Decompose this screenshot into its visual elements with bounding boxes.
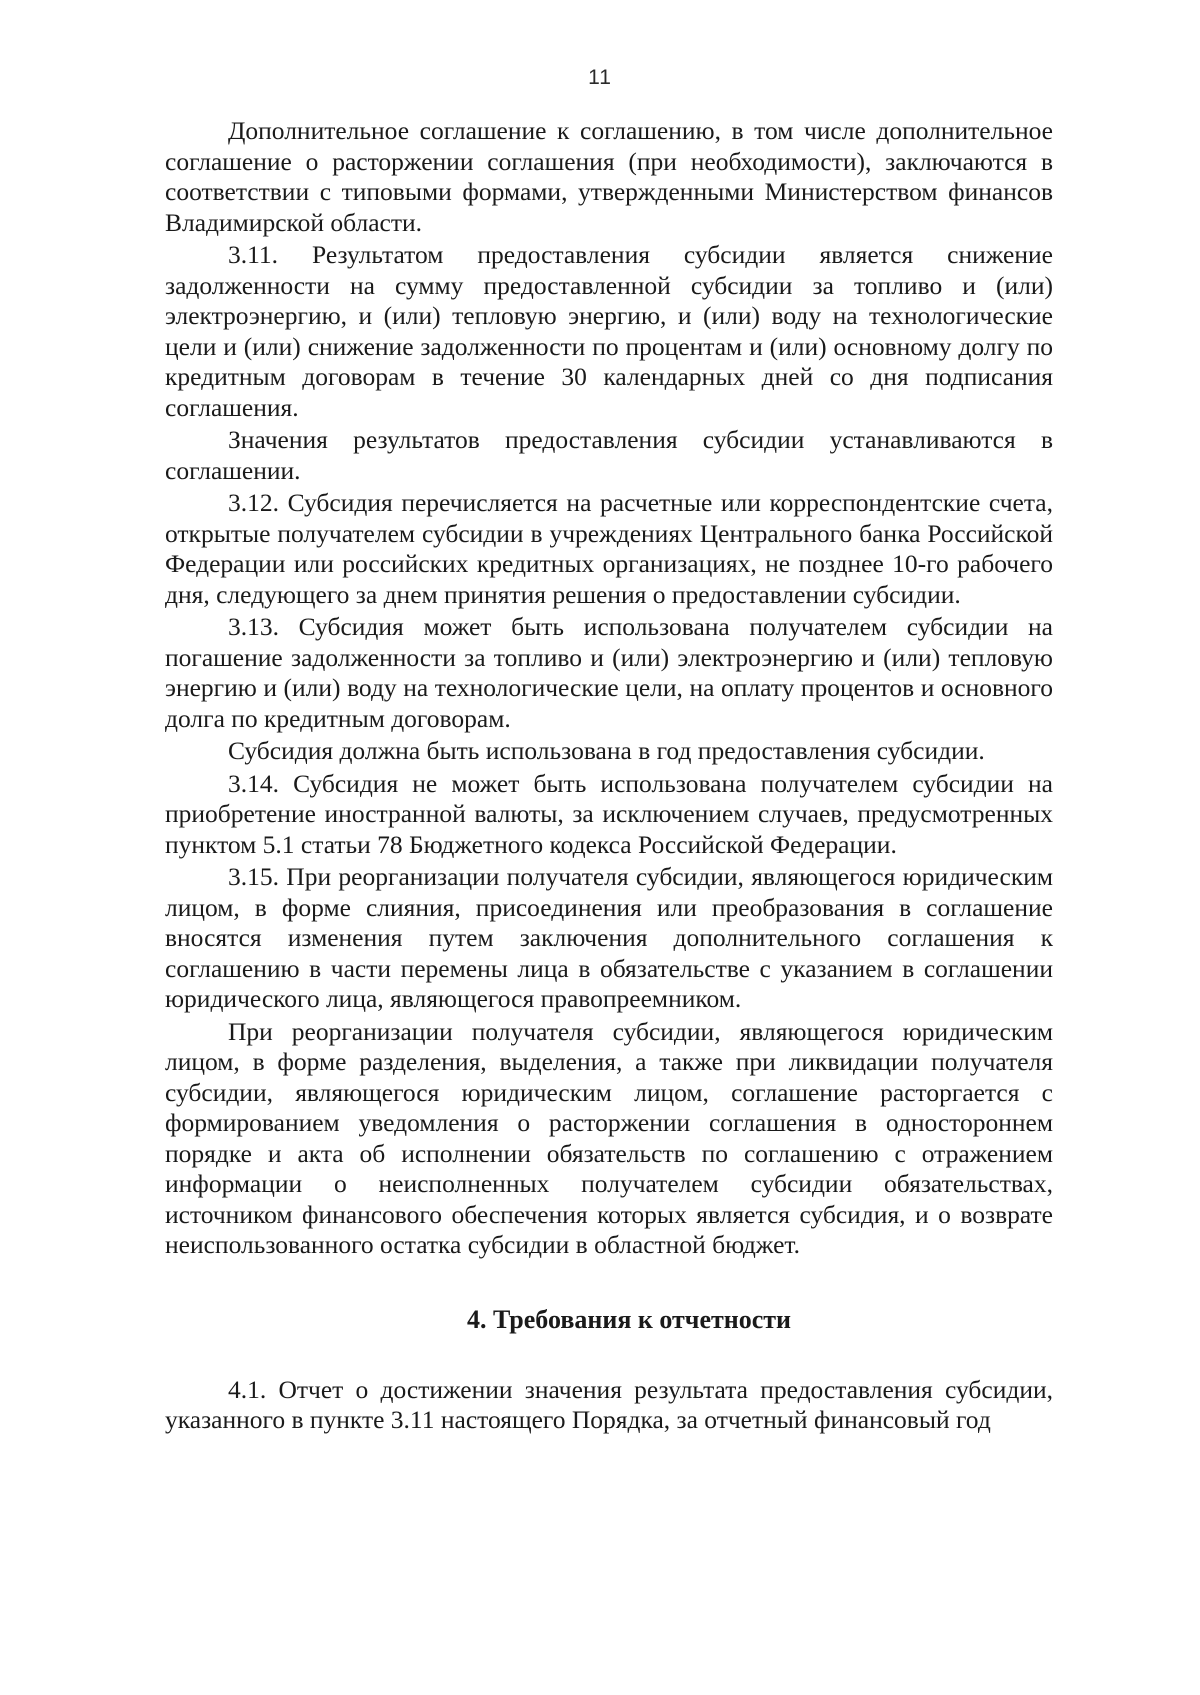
paragraph-3-15: 3.15. При реорганизации получателя субсидии, являющегося юридическим лицом, в форме слияния, присоединения или преобразования в соглашение вносятся изменения путем заключения дополнительного соглашения к соглашению в части перемены лица в обязательстве с указанием в соглашении юридического лица, являющегося правопреемником. (165, 862, 1053, 1013)
paragraph-3-14: 3.14. Субсидия не может быть использована получателем субсидии на приобретение иностранной валюты, за исключением случаев, предусмотренных пунктом 5.1 статьи 78 Бюджетного кодекса Российской Федерации. (165, 768, 1053, 859)
paragraph-result-values: Значения результатов предоставления субсидии устанавливаются в соглашении. (165, 425, 1053, 485)
page-number: 11 (588, 66, 612, 89)
document-body (165, 116, 1053, 1436)
paragraph-3-13: 3.13. Субсидия может быть использована получателем субсидии на погашение задолженности за топливо и (или) электроэнергию и (или) тепловую энергию и (или) воду на технологические цели, на оплату процентов и основного долга по кредитным договорам. (165, 612, 1053, 733)
paragraph-4-1: 4.1. Отчет о достижении значения результата предоставления субсидии, указанного в пункте 3.11 настоящего Порядка, за отчетный финансовый год (165, 1374, 1053, 1434)
paragraph-3-11: 3.11. Результатом предоставления субсидии является снижение задолженности на сумму предоставленной субсидии за топливо и (или) электроэнергию, и (или) тепловую энергию, и (или) воду на технологические цели и (или) снижение задолженности по процентам и (или) основному долгу по кредитным договорам в течение 30 календарных дней со дня подписания соглашения. (165, 240, 1053, 422)
paragraph-usage-year: Субсидия должна быть использована в год предоставления субсидии. (228, 736, 985, 765)
paragraph-reorganization: При реорганизации получателя субсидии, являющегося юридическим лицом, в форме разделения, выделения, а также при ликвидации получателя субсидии, являющегося юридическим лицом, соглашение расторгается с формированием уведомления о расторжении соглашения в одностороннем порядке и акта об исполнении обязательств по соглашению с отражением информации о неисполненных получателем субсидии обязательствах, источником финансового обеспечения которых является субсидия, и о возврате неиспользованного остатка субсидии в областной бюджет. (165, 1016, 1053, 1259)
paragraph-3-12: 3.12. Субсидия перечисляется на расчетные или корреспондентские счета, открытые получателем субсидии в учреждениях Центрального банка Российской Федерации или российских кредитных организациях, не позднее 10-го рабочего дня, следующего за днем принятия решения о предоставлении субсидии. (165, 488, 1053, 609)
paragraph-additional-agreement: Дополнительное соглашение к соглашению, в том числе дополнительное соглашение о расторжении соглашения (при необходимости), заключаются в соответствии с типовыми формами, утвержденными Министерством финансов Владимирской области. (165, 116, 1053, 237)
section-heading-reporting: 4. Требования к отчетности (466, 1304, 792, 1334)
